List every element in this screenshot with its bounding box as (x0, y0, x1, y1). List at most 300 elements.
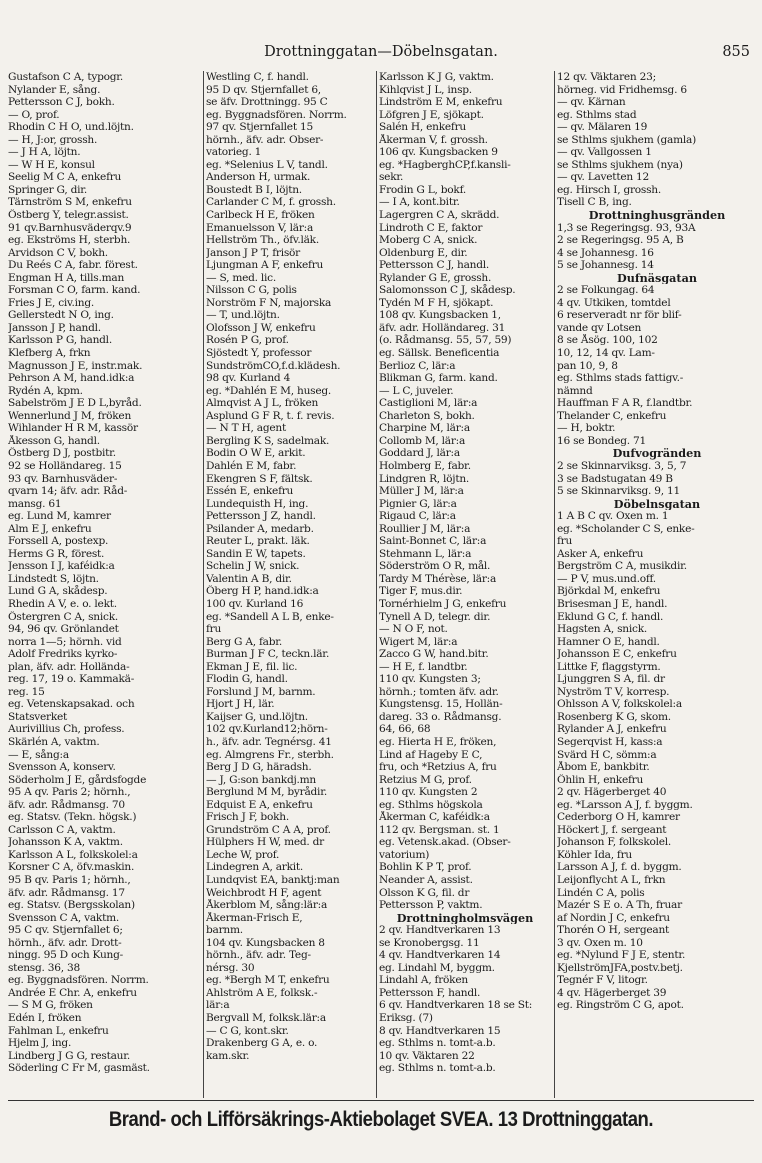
directory-entry: KjellströmJFA,postv.betj. (557, 961, 683, 974)
directory-entry: Bodin O W E, arkit. (206, 447, 306, 460)
directory-entry: eg. Ringström C G, apot. (557, 999, 684, 1012)
directory-entry: Olsson K G, fil. dr (379, 886, 470, 899)
directory-entry: — I A, kont.bitr. (379, 196, 460, 209)
directory-entry: dareg. 33 o. Rådmansg. (379, 710, 502, 723)
directory-entry: 6 reserveradt nr för blif- (557, 309, 682, 322)
directory-entry: Castiglioni M, lär:a (379, 397, 478, 410)
directory-entry: Berlioz C, lär:a (379, 359, 456, 372)
directory-entry: Lind af Hageby E C, (379, 748, 483, 761)
directory-entry: 1,3 se Regeringsg. 93, 93A (557, 221, 696, 234)
directory-entry: Lundqvist EA, banktj:man (206, 874, 340, 886)
directory-entry: 4 qv. Hägerberget 39 (557, 986, 667, 999)
directory-entry: Forssell A, postexp. (8, 535, 109, 548)
directory-entry: Frisch J F, bokh. (206, 811, 289, 824)
directory-entry: Lund G A, skådesp. (8, 585, 108, 598)
directory-entry: Tynell A D, telegr. dir. (379, 610, 491, 623)
directory-entry: stensg. 36, 38 (8, 961, 80, 974)
directory-entry: Collomb M, lär:a (379, 434, 466, 447)
directory-entry: Skärlén A, vaktm. (8, 735, 100, 748)
directory-entry: Weichbrodt H F, agent (206, 886, 322, 899)
directory-entry: Nylander E, sång. (8, 83, 101, 96)
directory-entry: Müller J M, lär:a (379, 485, 464, 498)
directory-entry: qvarn 14; äfv. adr. Råd- (8, 485, 128, 498)
directory-entry: Anderson H, urmak. (206, 171, 311, 184)
directory-entry: 95 A qv. Paris 2; hörnh., (8, 786, 131, 799)
directory-entry: Reuter L, prakt. läk. (206, 535, 310, 548)
directory-entry: Salén H, enkefru (379, 121, 466, 134)
directory-entry: Lindroth C E, faktor (379, 221, 483, 234)
directory-entry: — E, sång:a (8, 748, 69, 761)
directory-entry: eg. Sthlms stad (557, 108, 637, 121)
directory-entry: mansg. 61 (8, 497, 62, 510)
directory-entry: eg. Byggnadsfören. Norrm. (206, 108, 347, 121)
directory-entry: Psilander A, medarb. (206, 522, 314, 535)
directory-entry: Almqvist A J L, fröken (206, 397, 319, 410)
directory-entry: 94, 96 qv. Grönlandet (8, 623, 119, 636)
directory-entry: Åbom E, bankbitr. (557, 761, 650, 774)
directory-entry: hörnh., äfv. adr. Drott- (8, 936, 122, 949)
page-header (8, 44, 754, 64)
directory-entry: Seelig M C A, enkefru (8, 171, 122, 184)
directory-entry: — W H E, konsul (8, 158, 95, 171)
directory-column-3 (379, 71, 551, 1075)
column-divider (554, 71, 555, 1098)
street-heading: Drottninghusgränden (588, 209, 726, 222)
directory-column-4 (557, 71, 757, 1012)
directory-entry: Östberg D J, postbitr. (8, 447, 116, 460)
column-divider (203, 71, 204, 1098)
street-heading: Drottningholmsvägen (396, 911, 534, 925)
directory-entry: 100 qv. Kurland 16 (206, 597, 304, 610)
directory-entry: kam.skr. (206, 1049, 250, 1062)
directory-entry: Berglund M M, byrådir. (206, 786, 327, 799)
directory-entry: Lagergren C A, skrädd. (379, 209, 500, 222)
directory-entry: vande qv Lotsen (557, 321, 642, 334)
directory-entry: — qv. Mälaren 19 (557, 121, 648, 134)
directory-entry: se Sthlms sjukhem (gamla) (557, 133, 696, 146)
directory-entry: Charleton S, bokh. (379, 409, 475, 422)
directory-entry: Du Reés C A, fabr. förest. (8, 259, 138, 272)
directory-entry: eg. Sthlms n. tomt-a.b. (379, 1037, 496, 1050)
directory-entry: norra 1—5; hörnh. vid (8, 635, 122, 648)
directory-entry: eg. Hierta H E, fröken, (379, 735, 497, 748)
directory-entry: Lundequisth H, ing. (206, 497, 309, 510)
directory-entry: Bergling K S, sadelmak. (206, 434, 330, 447)
directory-entry: — qv. Vallgossen 1 (557, 146, 652, 159)
directory-entry: Saint-Bonnet C, lär:a (379, 535, 487, 548)
directory-entry: Littke F, flaggstyrm. (557, 660, 661, 673)
directory-entry: Lindstedt S, löjtn. (8, 572, 99, 585)
directory-entry: Kungstensg. 15, Hollän- (379, 698, 503, 711)
directory-entry: se Kronobergsg. 11 (379, 936, 480, 949)
directory-entry: 2 se Skinnarviksg. 3, 5, 7 (557, 459, 687, 472)
directory-entry: Lindén C A, polis (557, 886, 645, 899)
directory-entry: — C G, kont.skr. (206, 1024, 289, 1037)
directory-entry: Lindegren A, arkit. (206, 861, 304, 874)
directory-entry: Pehrson A M, hand.idk:a (8, 372, 135, 385)
directory-entry: Pettersson J Z, handl. (206, 510, 316, 523)
directory-entry: Kihlqvist J L, insp. (379, 83, 472, 96)
directory-entry: Springer G, dir. (8, 183, 88, 196)
directory-entry: Sandin E W, tapets. (206, 547, 306, 560)
directory-entry: 3 qv. Oxen m. 10 (557, 936, 643, 949)
directory-entry: Thelander C, enkefru (557, 409, 667, 422)
directory-entry: Andrée E Chr. A, enkefru (8, 986, 137, 999)
directory-entry: Pettersson F, handl. (379, 986, 481, 999)
directory-entry: Gellerstedt N O, ing. (8, 309, 114, 322)
directory-entry: Alm E J, enkefru (8, 522, 92, 535)
directory-entry: Emanuelsson V, lär:a (206, 221, 314, 234)
directory-entry: Åkerman C, kaféidk:a (379, 811, 490, 824)
directory-entry: Blikman G, farm. kand. (379, 372, 498, 385)
directory-entry: Leche W, prof. (206, 848, 280, 861)
page-title: Drottninggatan—Döbelnsgatan. (264, 44, 498, 60)
directory-entry: Wennerlund J M, fröken (8, 409, 132, 422)
directory-entry: Norström F N, majorska (206, 296, 332, 309)
directory-entry: Ekengren S F, fältsk. (206, 472, 313, 485)
directory-entry: 10, 12, 14 qv. Lam- (557, 347, 655, 360)
directory-entry: Karlsson K J G, vaktm. (379, 71, 494, 83)
directory-entry: Statsverket (8, 710, 68, 723)
directory-entry: — O, prof. (8, 108, 60, 121)
directory-entry: plan, äfv. adr. Hollända- (8, 660, 130, 673)
directory-entry: Öberg H P, hand.idk:a (206, 585, 319, 598)
directory-entry: Arvidson C V, bokh. (8, 246, 108, 259)
directory-entry: Roullier J M, lär:a (379, 522, 471, 535)
directory-entry: Neander A, assist. (379, 874, 473, 886)
directory-entry: af Nordin J C, enkefru (557, 911, 670, 924)
directory-entry: 104 qv. Kungsbacken 8 (206, 936, 325, 949)
directory-entry: — qv. Lavetten 12 (557, 171, 650, 184)
directory-entry: Olofsson J W, enkefru (206, 321, 316, 334)
directory-entry: Holmberg E, fabr. (379, 459, 471, 472)
directory-entry: Segerqvist H, kass:a (557, 735, 663, 748)
directory-entry: reg. 17, 19 o. Kammakä- (8, 673, 135, 686)
directory-entry: Tornérhielm J G, enkefru (379, 597, 507, 610)
directory-entry: Nilsson C G, polis (206, 284, 297, 297)
directory-entry: Grundström C A A, prof. (206, 823, 331, 836)
directory-entry: eg. *Selenius L V, tandl. (206, 158, 328, 171)
directory-entry: Rylander G E, grossh. (379, 271, 492, 284)
directory-entry: Berg J D G, häradsh. (206, 761, 312, 774)
directory-entry: Björkdal M, enkefru (557, 585, 661, 598)
directory-entry: eg. *Bergh M T, enkefru (206, 974, 330, 987)
directory-entry: 93 qv. Barnhusväder- (8, 472, 118, 485)
directory-entry: 95 D qv. Stjernfallet 6, (206, 83, 321, 96)
directory-entry: fru (206, 623, 222, 636)
directory-entry: Carlbeck H E, fröken (206, 209, 315, 222)
directory-entry: Åkesson G, handl. (8, 434, 100, 447)
directory-entry: nämnd (557, 384, 593, 397)
directory-entry: Wihlander H R M, kassör (8, 422, 138, 435)
directory-entry: — J, G:son bankdj.mn (206, 773, 316, 786)
directory-entry: 64, 66, 68 (379, 723, 431, 736)
directory-entry: 10 qv. Väktaren 22 (379, 1049, 475, 1062)
directory-entry: Hagsten A, snick. (557, 623, 647, 636)
directory-entry: Valentin A B, dir. (206, 572, 292, 585)
directory-entry: Edquist E A, enkefru (206, 798, 313, 811)
directory-entry: 3 se Badstugatan 49 B (557, 472, 673, 485)
street-heading: Dufnäsgatan (617, 271, 697, 285)
directory-entry: Thorén O H, sergeant (557, 924, 670, 937)
directory-entry: Åkerman-Frisch E, (206, 911, 303, 924)
directory-entry: eg. *Sandell A L B, enke- (206, 610, 334, 623)
directory-entry: eg. Sthlms n. tomt-a.b. (379, 1062, 496, 1075)
directory-entry: 4 se Johannesg. 16 (557, 246, 654, 259)
directory-column-1 (8, 71, 200, 1075)
directory-entry: 92 se Holländareg. 15 (8, 459, 122, 472)
directory-entry: Öhlin H, enkefru (557, 773, 644, 786)
directory-entry: 8 se Åsög. 100, 102 (557, 334, 658, 347)
directory-entry: Bergström C A, musikdir. (557, 560, 687, 573)
directory-entry: Söderström O R, mål. (379, 560, 491, 573)
directory-entry: — J H A, löjtn. (8, 146, 81, 159)
directory-entry: Fahlman L, enkefru (8, 1024, 109, 1037)
directory-entry: 110 qv. Kungsten 3; (379, 673, 481, 686)
directory-entry: Tegnér F V, litogr. (557, 974, 648, 987)
directory-entry: Eklund G C, f. handl. (557, 610, 664, 623)
directory-entry: eg. Vetensk.akad. (Obser- (379, 836, 511, 849)
directory-entry: Larsson A J, f. d. byggm. (557, 861, 682, 874)
directory-entry: eg. Sthlms högskola (379, 798, 483, 811)
directory-entry: Svensson A, konserv. (8, 761, 116, 774)
directory-entry: Johansson K A, vaktm. (8, 836, 123, 849)
directory-entry: eg. Lindahl M, byggm. (379, 961, 495, 974)
directory-entry: Janson J P T, frisör (206, 246, 300, 259)
directory-entry: Johansson E C, enkefru (557, 648, 677, 661)
directory-entry: — T, und.löjtn. (206, 309, 280, 322)
directory-entry: eg. Statsv. (Tekn. högsk.) (8, 811, 137, 824)
directory-entry: — qv. Kärnan (557, 96, 626, 109)
directory-entry: Carlander C M, f. grossh. (206, 196, 336, 209)
directory-entry: Karlsson A L, folkskolel:a (8, 848, 138, 861)
directory-entry: Söderling C Fr M, gasmäst. (8, 1062, 150, 1075)
directory-entry: eg. Almgrens Fr., sterbh. (206, 748, 334, 761)
directory-entry: eg. *HagberghCP,f.kansli- (379, 158, 511, 171)
directory-entry: eg. *Scholander C S, enke- (557, 522, 695, 535)
directory-entry: Köhler Ida, fru (557, 848, 632, 861)
directory-entry: 4 qv. Handtverkaren 14 (379, 949, 501, 962)
directory-entry: Karlsson P G, handl. (8, 334, 112, 347)
directory-entry: eg. Hirsch I, grossh. (557, 183, 661, 196)
directory-entry: eg. Ekströms H, sterbh. (8, 234, 131, 247)
directory-entry: Magnusson J E, instr.mak. (8, 359, 143, 372)
directory-entry: Tärnström S M, enkefru (8, 196, 132, 209)
directory-entry: 2 qv. Handtverkaren 13 (379, 924, 501, 937)
directory-entry: äfv. adr. Rådmansg. 70 (8, 798, 125, 811)
directory-entry: hörneg. vid Fridhemsg. 6 (557, 83, 687, 96)
directory-entry: Aurivillius Ch, profess. (8, 723, 125, 736)
directory-entry: Schelin J W, snick. (206, 560, 300, 573)
directory-entry: Rhedin A V, e. o. lekt. (8, 597, 117, 610)
directory-entry: Wigert M, lär:a (379, 635, 458, 648)
directory-entry: reg. 15 (8, 685, 45, 698)
directory-entry: Höckert J, f. sergeant (557, 823, 667, 836)
directory-entry: — S M G, fröken (8, 999, 93, 1012)
directory-entry: Ahlström A E, folksk.- (206, 986, 318, 999)
directory-entry: Edén I, fröken (8, 1012, 82, 1025)
directory-entry: 2 se Regeringsg. 95 A, B (557, 234, 684, 247)
directory-entry: Forslund J M, barnm. (206, 685, 316, 698)
directory-entry: eg. *Nylund F J E, stentr. (557, 949, 686, 962)
directory-entry: Westling C, f. handl. (206, 71, 309, 83)
directory-entry: 110 qv. Kungsten 2 (379, 786, 478, 799)
directory-entry: Hjelm J, ing. (8, 1037, 72, 1050)
footer-advertisement: Brand- och Lifförsäkrings-Aktiebolaget SVEA. 13 Drottninggatan. (108, 1108, 654, 1131)
directory-entry: 108 qv. Kungsbacken 1, (379, 309, 501, 322)
directory-entry: Svensson C A, vaktm. (8, 911, 120, 924)
directory-entry: eg. Byggnadsfören. Norrm. (8, 974, 149, 987)
directory-entry: Adolf Fredriks kyrko- (8, 648, 118, 661)
directory-entry: Hamner O E, handl. (557, 635, 660, 648)
directory-entry: Essén E, enkefru (206, 485, 294, 498)
directory-entry: eg. Lund M, kamrer (8, 510, 111, 523)
directory-entry: Tardy M Thérèse, lär:a (379, 572, 497, 585)
directory-entry: Dahlén E M, fabr. (206, 459, 297, 472)
directory-entry: Salomonsson C J, skådesp. (379, 284, 516, 297)
directory-entry: 97 qv. Stjernfallet 15 (206, 121, 313, 134)
directory-entry: Gustafson C A, typogr. (8, 71, 124, 83)
directory-entry: 91 qv.Barnhusväderqv.9 (8, 221, 132, 234)
directory-entry: Östberg Y, telegr.assist. (8, 209, 129, 222)
directory-entry: Jensson I J, kaféidk:a (8, 560, 115, 573)
directory-entry: Ljungman A F, enkefru (206, 259, 324, 272)
directory-entry: ningg. 95 D och Kung- (8, 949, 123, 962)
directory-entry: fru, och *Retzius A, fru (379, 761, 497, 774)
directory-entry: Zacco G W, hand.bitr. (379, 648, 489, 661)
directory-entry: 106 qv. Kungsbacken 9 (379, 146, 498, 159)
directory-entry: eg. Vetenskapsakad. och (8, 698, 135, 711)
directory-entry: Hauffman F A R, f.landtbr. (557, 397, 693, 410)
directory-entry: eg. *Larsson A J, f. byggm. (557, 798, 693, 811)
directory-entry: nérsg. 30 (206, 961, 255, 974)
directory-entry: Oldenburg E, dir. (379, 246, 468, 259)
directory-entry: SundströmCO,f.d.klädesh. (206, 359, 341, 372)
directory-entry: — H, J:or, grossh. (8, 133, 98, 146)
directory-entry: äfv. adr. Rådmansg. 17 (8, 886, 125, 899)
directory-entry: — P V, mus.und.off. (557, 572, 656, 585)
directory-entry: Klefberg A, frkn (8, 347, 91, 360)
directory-entry: vatorium) (379, 848, 430, 861)
directory-entry: 2 se Folkungag. 64 (557, 284, 655, 297)
directory-entry: Rydén A, kpm. (8, 384, 83, 397)
directory-entry: Brisesman J E, handl. (557, 597, 668, 610)
directory-entry: Drakenberg G A, e. o. (206, 1037, 318, 1050)
directory-entry: 102 qv.Kurland12;hörn- (206, 723, 328, 736)
directory-entry: hörnh., äfv. adr. Obser- (206, 133, 324, 146)
directory-entry: 12 qv. Väktaren 23; (557, 71, 656, 83)
directory-entry: Asker A, enkefru (557, 547, 644, 560)
directory-entry: Carlsson C A, vaktm. (8, 823, 116, 836)
directory-entry: — L C, juveler. (379, 384, 454, 397)
directory-entry: pan 10, 9, 8 (557, 359, 618, 372)
page-number: 855 (722, 44, 750, 60)
directory-entry: Fries J E, civ.ing. (8, 296, 94, 309)
directory-entry: Rhodin C H O, und.löjtn. (8, 121, 134, 134)
directory-entry: Boustedt B I, löjtn. (206, 183, 302, 196)
directory-entry: Åkerman V, f. grossh. (379, 133, 488, 146)
directory-entry: Svärd H C, sömm:a (557, 748, 657, 761)
directory-entry: Hjort J H, lär. (206, 698, 275, 711)
directory-entry: hörnh.; tomten äfv. adr. (379, 685, 499, 698)
directory-entry: Eriksg. (7) (379, 1012, 433, 1025)
directory-entry: eg. Sällsk. Beneficentia (379, 347, 500, 360)
directory-entry: Lindberg J G G, restaur. (8, 1049, 130, 1062)
directory-entry: Löfgren J E, sjökapt. (379, 108, 484, 121)
column-divider (376, 71, 377, 1098)
directory-entry: Bohlin K P T, prof. (379, 861, 472, 874)
directory-entry: Burman J F C, teckn.lär. (206, 648, 330, 661)
directory-entry: 5 se Skinnarviksg. 9, 11 (557, 485, 680, 498)
directory-entry: Tydén M F H, sjökapt. (379, 296, 494, 309)
directory-entry: Mazér S E o. A Th, fruar (557, 899, 682, 912)
directory-entry: Tisell C B, ing. (557, 196, 632, 209)
directory-entry: Ljunggren S A, fil. dr (557, 673, 665, 686)
directory-entry: Retzius M G, prof. (379, 773, 472, 786)
directory-entry: Asplund G F R, t. f. revis. (206, 409, 335, 422)
directory-entry: Moberg C A, snick. (379, 234, 478, 247)
directory-entry: Åkerblom M, sång:lär:a (206, 899, 328, 912)
directory-entry: Sjöstedt Y, professor (206, 347, 312, 360)
directory-entry: (o. Rådmansg. 55, 57, 59) (379, 334, 512, 347)
directory-entry: — N O F, not. (379, 623, 448, 636)
directory-entry: — H E, f. landtbr. (379, 660, 468, 673)
directory-entry: se Sthlms sjukhem (nya) (557, 158, 683, 171)
directory-entry: Ohlsson A V, folkskolel:a (557, 698, 682, 711)
directory-entry: se äfv. Drottningg. 95 C (206, 96, 328, 109)
directory-entry: Herms G R, förest. (8, 547, 105, 560)
directory-entry: Leijonflycht A L, frkn (557, 874, 666, 886)
directory-entry: Rosenberg K G, skom. (557, 710, 671, 723)
directory-entry: vatorieg. 1 (206, 146, 262, 159)
directory-entry: Pettersson C J, bokh. (8, 96, 115, 109)
directory-entry: Pettersson C J, handl. (379, 259, 490, 272)
directory-entry: Lindström E M, enkefru (379, 96, 503, 109)
directory-entry: Pignier G, lär:a (379, 497, 457, 510)
directory-entry: Goddard J, lär:a (379, 447, 460, 460)
directory-entry: eg. Sthlms stads fattigv.- (557, 372, 684, 385)
directory-entry: 16 se Bondeg. 71 (557, 434, 646, 447)
directory-entry: 6 qv. Handtverkaren 18 se St: (379, 999, 533, 1012)
directory-entry: 98 qv. Kurland 4 (206, 372, 291, 385)
directory-entry: Engman H A, tills.man (8, 271, 125, 284)
directory-entry: äfv. adr. Holländareg. 31 (379, 321, 506, 334)
directory-entry: 95 C qv. Stjernfallet 6; (8, 924, 123, 937)
directory-entry: Jansson J P, handl. (8, 321, 101, 334)
directory-entry: 112 qv. Bergsman. st. 1 (379, 823, 500, 836)
directory-entry: hörnh., äfv. adr. Teg- (206, 949, 311, 962)
directory-entry: Forsman C O, farm. kand. (8, 284, 141, 297)
directory-entry: Hülphers H W, med. dr (206, 836, 324, 849)
directory-entry: Söderholm J E, gårdsfogde (8, 773, 147, 786)
directory-entry: Johanson F, folkskolel. (557, 836, 672, 849)
directory-entry: Frodin G L, bokf. (379, 183, 466, 196)
directory-entry: Sabelström J E D L,byråd. (8, 397, 142, 410)
directory-entry: Berg G A, fabr. (206, 635, 283, 648)
footer-divider (8, 1100, 754, 1101)
directory-entry: lär:a (206, 999, 230, 1012)
directory-entry: Korsner C A, öfv.maskin. (8, 861, 135, 874)
directory-entry: Rigaud C, lär:a (379, 510, 456, 523)
directory-entry: 95 B qv. Paris 1; hörnh., (8, 874, 131, 886)
street-heading: Döbelnsgatan (613, 497, 701, 511)
directory-entry: sekr. (379, 171, 404, 184)
directory-entry: — N T H, agent (206, 422, 286, 435)
directory-entry: barnm. (206, 924, 243, 937)
directory-entry: h., äfv. adr. Tegnérsg. 41 (206, 735, 332, 748)
street-heading: Dufvogränden (612, 447, 702, 460)
directory-entry: — S, med. lic. (206, 271, 276, 284)
